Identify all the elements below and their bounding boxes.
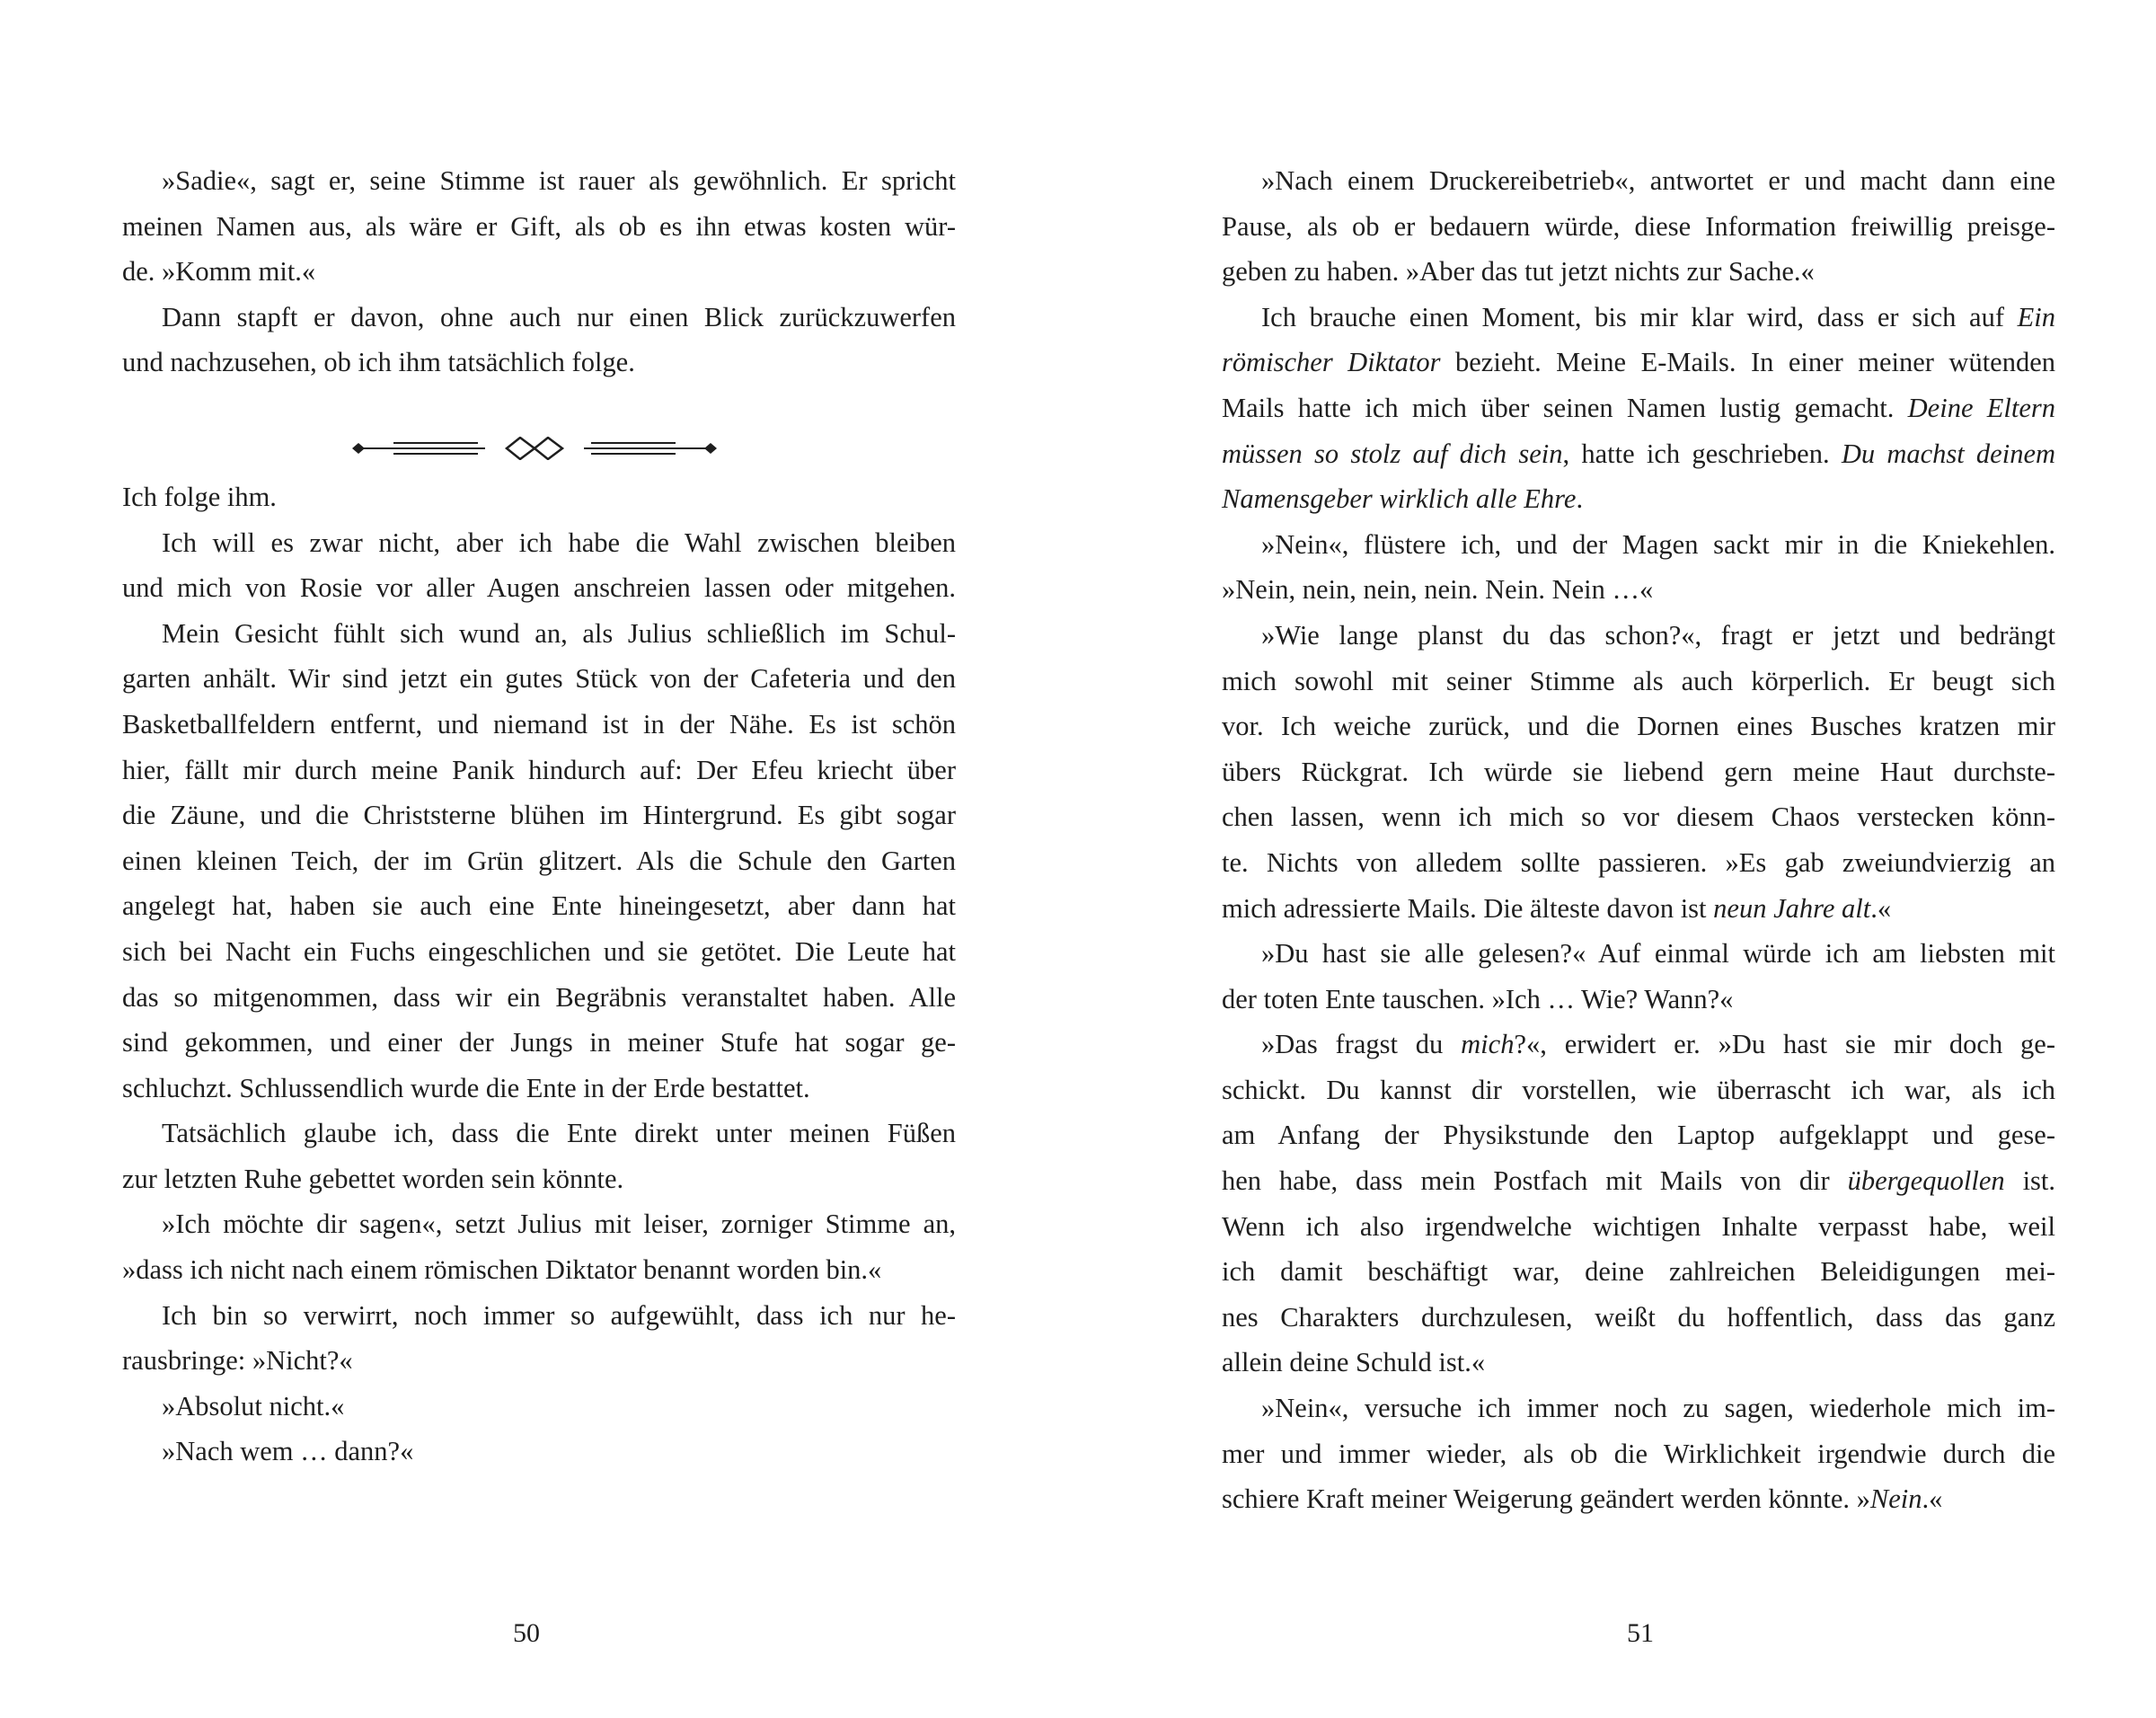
section-break-space <box>122 385 956 474</box>
text-line: Mein Gesicht fühlt sich wund an, als Julius schließlich im Schul- <box>162 617 956 649</box>
text-run: . <box>1576 483 1584 515</box>
text-line: vor. Ich weiche zurück, und die Dornen eines Busches kratzen mir <box>1222 711 2055 742</box>
text-line: am Anfang der Physikstunde den Laptop aufgeklappt und gese- <box>1222 1120 2055 1151</box>
text-line: Ich bin so verwirrt, noch immer so aufgewühlt, dass ich nur he- <box>162 1299 956 1331</box>
paragraph <box>122 1429 956 1474</box>
text-line: chen lassen, wenn ich mich so vor diesem Chaos verstecken könn- <box>1222 801 2055 833</box>
page-number: 51 <box>1627 1618 1654 1648</box>
text-line: te. Nichts von alledem sollte passieren. »Es gab zweiundvierzig an <box>1222 846 2055 878</box>
text-line: das so mitgenommen, dass wir ein Begräbnis veranstaltet haben. Alle <box>122 981 956 1013</box>
text-line: »Wie lange planst du das schon?«, fragt er jetzt und bedrängt <box>1261 619 2055 651</box>
text-line: »Sadie«, sagt er, seine Stimme ist rauer als gewöhnlich. Er spricht <box>162 165 956 196</box>
text-line: de. »Komm mit.« <box>122 256 316 288</box>
paragraph <box>1222 158 2055 295</box>
text-line: schickt. Du kannst dir vorstellen, wie überrascht ich war, als ich <box>1222 1074 2055 1105</box>
paragraph <box>1222 931 2055 1022</box>
text-line: »Nein«, versuche ich immer noch zu sagen, wiederhole mich im- <box>1261 1393 2055 1424</box>
text-line: Dann stapft er davon, ohne auch nur einen Blick zurückzuwerfen <box>162 301 956 332</box>
text-line: »Nein«, flüstere ich, und der Magen sackt mir in die Kniekehlen. <box>1261 528 2055 560</box>
section-divider-ornament-icon <box>352 437 717 460</box>
italic-text: übergequollen <box>1847 1165 2005 1197</box>
text-line <box>1222 1158 2055 1204</box>
text-line: Ich folge ihm. <box>122 481 277 512</box>
text-line: mich sowohl mit seiner Stimme als auch körperlich. Er beugt sich <box>1222 665 2055 696</box>
italic-text: müssen so stolz auf dich sein <box>1222 438 1563 469</box>
text-line: »Nach wem … dann?« <box>162 1436 414 1467</box>
paragraph <box>122 474 956 520</box>
text-line: sich bei Nacht ein Fuchs eingeschlichen und sie getötet. Die Leute hat <box>122 935 956 967</box>
text-line: geben zu haben. »Aber das tut jetzt nichts zur Sache.« <box>1222 256 1815 288</box>
text-line: »Du hast sie alle gelesen?« Auf einmal würde ich am liebsten mit <box>1261 938 2055 970</box>
paragraph <box>1222 1022 2055 1386</box>
italic-text: römischer Diktator <box>1222 347 1441 378</box>
paragraph <box>122 1201 956 1292</box>
paragraph <box>122 1384 956 1430</box>
paragraph <box>122 295 956 385</box>
paragraph <box>1222 1386 2055 1522</box>
text-line: mer und immer wieder, als ob die Wirklichkeit irgendwie durch die <box>1222 1438 2055 1469</box>
text-run: ist. <box>2022 1165 2056 1197</box>
text-run: hen habe, dass mein Postfach mit Mails von dir <box>1222 1165 1830 1197</box>
text-line: Ich will es zwar nicht, aber ich habe die Wahl zwischen bleiben <box>162 527 956 558</box>
text-run: schiere Kraft meiner Weigerung geändert werden könnte. <box>1222 1483 1851 1515</box>
text-line: schluchzt. Schlussendlich wurde die Ente in der Erde bestattet. <box>122 1072 810 1103</box>
text-line: »Absolut nicht.« <box>162 1390 345 1421</box>
left-page-text <box>122 158 956 1474</box>
text-line: Pause, als ob er bedauern würde, diese Information freiwillig preisge- <box>1222 210 2055 242</box>
text-line <box>1222 295 2055 341</box>
text-run: .« <box>1922 1483 1943 1515</box>
text-line: zur letzten Ruhe gebettet worden sein könnte. <box>122 1163 624 1194</box>
paragraph <box>1222 613 2055 931</box>
text-run: Mails hatte ich mich über seinen Namen lustig gemacht. <box>1222 392 1895 423</box>
italic-text: Nein <box>1869 1483 1922 1515</box>
italic-text: Deine Eltern <box>1907 392 2056 423</box>
text-line: die Zäune, und die Christsterne blühen im Hintergrund. Es gibt sogar <box>122 800 956 831</box>
text-line <box>1222 385 2055 431</box>
text-run: Ich brauche einen Moment, bis mir klar wird, dass er sich auf <box>1261 301 2004 332</box>
page-number: 50 <box>513 1618 540 1648</box>
paragraph <box>1222 295 2055 522</box>
italic-text: neun Jahre alt <box>1713 892 1871 924</box>
text-run: .« <box>1870 892 1892 924</box>
paragraph <box>122 520 956 611</box>
italic-text: Ein <box>2017 301 2056 332</box>
text-line: hier, fällt mir durch meine Panik hindurch auf: Der Efeu kriecht über <box>122 754 956 785</box>
text-line: rausbringe: »Nicht?« <box>122 1345 353 1377</box>
text-line <box>1222 431 2055 477</box>
italic-text: mich <box>1461 1029 1515 1060</box>
text-line <box>1222 340 2055 385</box>
text-run: mich adressierte Mails. Die älteste davon ist <box>1222 892 1707 924</box>
text-run: » <box>1856 1483 1870 1515</box>
text-line: Wenn ich also irgendwelche wichtigen Inhalte verpasst habe, weil <box>1222 1210 2055 1242</box>
text-line: sind gekommen, und einer der Jungs in meiner Stufe hat sogar ge- <box>122 1027 956 1058</box>
text-run: bezieht. Meine E-Mails. In einer meiner wütenden <box>1455 347 2056 378</box>
paragraph <box>1222 522 2055 613</box>
text-line: allein deine Schuld ist.« <box>1222 1347 1486 1378</box>
text-line: angelegt hat, haben sie auch eine Ente hineingesetzt, aber dann hat <box>122 890 956 922</box>
text-run: »Das fragst du <box>1261 1029 1444 1060</box>
italic-text: Du machst deinem <box>1841 438 2056 469</box>
paragraph <box>122 1293 956 1384</box>
text-line: »Nach einem Druckereibetrieb«, antwortet er und macht dann eine <box>1261 165 2055 196</box>
text-line: ich damit beschäftigt war, deine zahlreichen Beleidigungen mei- <box>1222 1256 2055 1288</box>
text-run: ?«, erwidert er. »Du hast sie mir doch ge- <box>1514 1029 2055 1060</box>
paragraph <box>122 611 956 1111</box>
text-line <box>1222 1476 2055 1522</box>
italic-text: Namensgeber wirklich alle Ehre <box>1222 483 1577 515</box>
text-line: Tatsächlich glaube ich, dass die Ente direkt unter meinen Füßen <box>162 1118 956 1149</box>
text-line: nes Charakters durchzulesen, weißt du hoffentlich, dass das ganz <box>1222 1301 2055 1333</box>
paragraph <box>122 158 956 295</box>
text-line: meinen Namen aus, als wäre er Gift, als ob es ihn etwas kosten wür- <box>122 210 956 242</box>
text-line: einen kleinen Teich, der im Grün glitzert. Als die Schule den Garten <box>122 845 956 876</box>
text-line <box>1222 476 2055 522</box>
text-line: »dass ich nicht nach einem römischen Diktator benannt worden bin.« <box>122 1254 882 1286</box>
text-line: der toten Ente tauschen. »Ich … Wie? Wann?« <box>1222 983 1734 1014</box>
text-run: , hatte ich geschrieben. <box>1562 438 1830 469</box>
text-line: »Ich möchte dir sagen«, setzt Julius mit leiser, zorniger Stimme an, <box>162 1209 956 1240</box>
right-page-text <box>1222 158 2055 1522</box>
text-line: Basketballfeldern entfernt, und niemand ist in der Nähe. Es ist schön <box>122 708 956 739</box>
text-line: und nachzusehen, ob ich ihm tatsächlich folge. <box>122 347 635 378</box>
text-line: »Nein, nein, nein, nein. Nein. Nein …« <box>1222 574 1654 606</box>
text-line: garten anhält. Wir sind jetzt ein gutes Stück von der Cafeteria und den <box>122 663 956 695</box>
text-line <box>1222 1022 2055 1067</box>
text-line: und mich von Rosie vor aller Augen anschreien lassen oder mitgehen. <box>122 572 956 604</box>
right-page <box>1078 0 2156 1718</box>
text-line <box>1222 886 2055 932</box>
text-line: übers Rückgrat. Ich würde sie liebend gern meine Haut durchste- <box>1222 756 2055 787</box>
paragraph <box>122 1111 956 1201</box>
